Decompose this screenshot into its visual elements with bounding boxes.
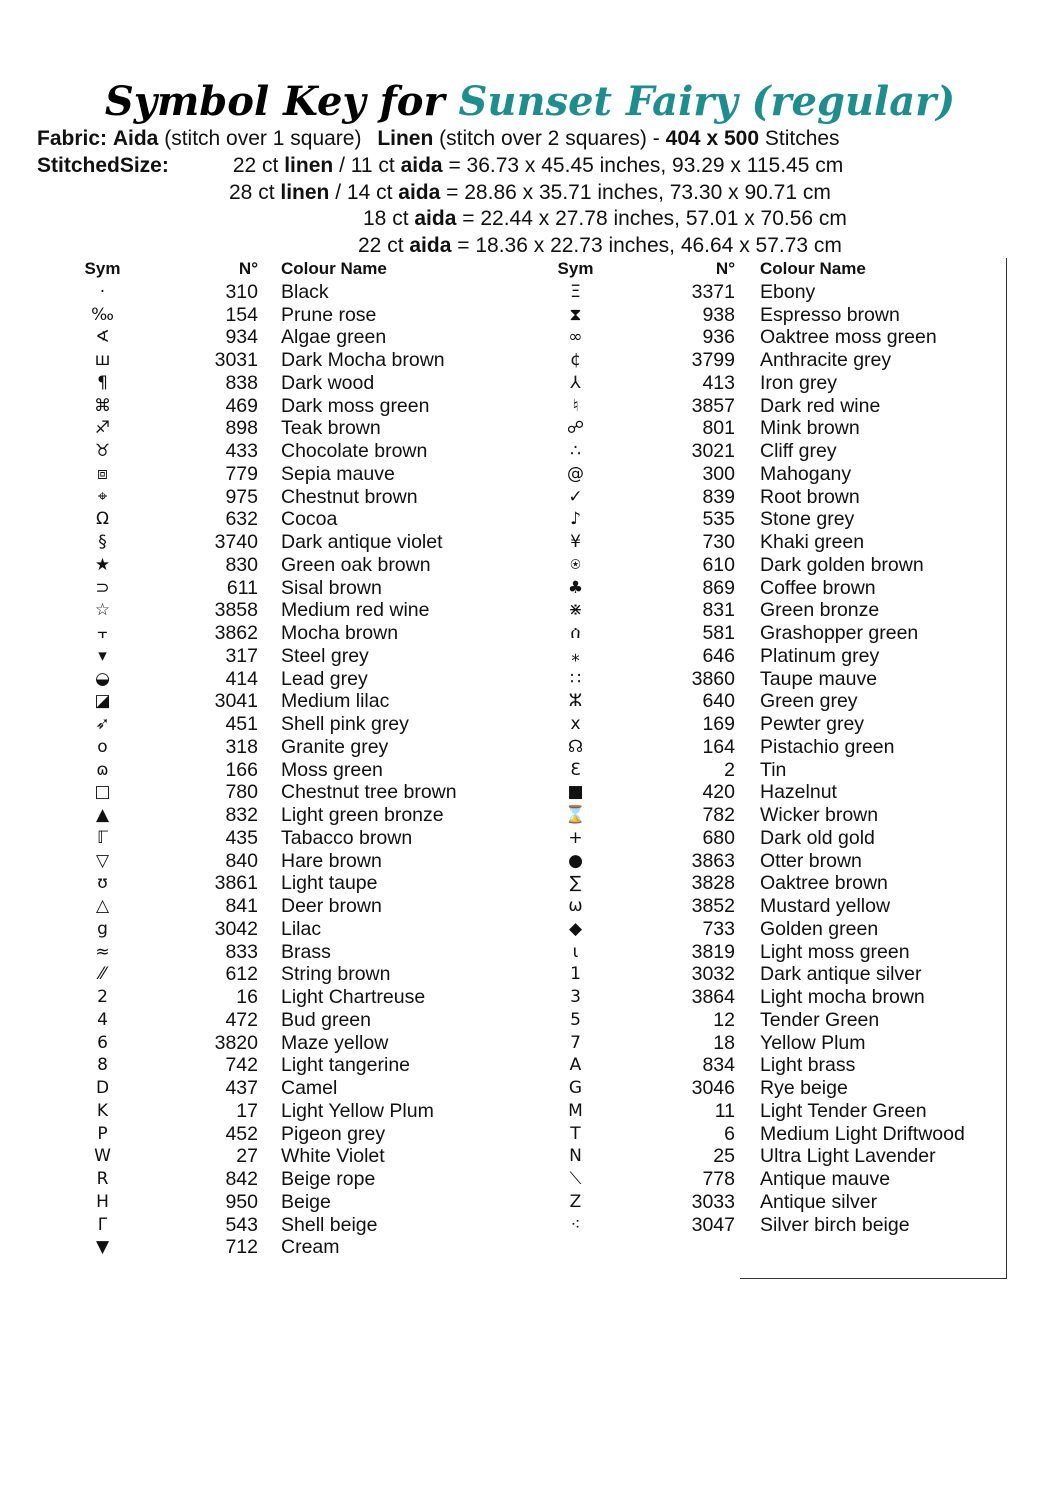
symbol-glyph: T <box>570 1123 581 1144</box>
colour-name: Shell pink grey <box>281 713 409 735</box>
symbol-glyph: ሰ <box>570 623 581 643</box>
colour-name: Antique mauve <box>760 1168 891 1190</box>
colour-number: 640 <box>702 690 735 713</box>
symbol-glyph: ɩ <box>572 941 579 962</box>
symbol-glyph: · <box>99 281 106 302</box>
colour-number: 3032 <box>691 963 735 986</box>
colour-number: 834 <box>702 1054 735 1077</box>
colour-name: Light mocha brown <box>760 986 925 1008</box>
size-fabric-aida: aida <box>398 181 441 204</box>
colour-name: Anthracite grey <box>760 349 892 371</box>
colour-name: Tabacco brown <box>281 826 413 849</box>
colour-name: Medium Light Driftwood <box>760 1122 965 1145</box>
symbol-glyph: ʊ <box>97 873 108 894</box>
colour-number: 16 <box>236 986 258 1008</box>
symbol-glyph: Ɛ <box>570 759 581 780</box>
colour-name: Brass <box>281 940 331 963</box>
colour-number: 451 <box>225 713 258 735</box>
colour-number: 6 <box>724 1122 735 1145</box>
colour-number: 3862 <box>214 622 258 644</box>
colour-number: 838 <box>225 371 258 394</box>
colour-number: 3042 <box>214 917 258 940</box>
colour-number: 11 <box>714 1099 735 1122</box>
symbol-glyph: ♣ <box>567 577 584 598</box>
colour-number: 646 <box>702 644 735 667</box>
colour-name: Light Yellow Plum <box>281 1099 434 1122</box>
symbol-glyph: D <box>95 1078 110 1098</box>
colour-number: 782 <box>702 804 735 826</box>
colour-name: Coffee brown <box>760 576 876 599</box>
size-dimensions: = 18.36 x 22.73 inches, 46.64 x 57.73 cm <box>457 234 842 257</box>
size-count-2: / 11 ct <box>339 154 395 177</box>
colour-name: Grashopper green <box>760 622 919 644</box>
symbol-glyph: ⋇ <box>568 600 583 621</box>
symbol-glyph: ♮ <box>572 395 579 416</box>
colour-number: 3857 <box>691 394 735 417</box>
symbol-glyph: 4 <box>97 1009 108 1030</box>
colour-number: 936 <box>702 326 735 349</box>
colour-name: Dark red wine <box>760 394 881 417</box>
colour-name: Light green bronze <box>281 804 444 826</box>
symbol-glyph: ☊ <box>567 736 584 757</box>
symbol-glyph: Z <box>569 1191 582 1212</box>
colour-number: 938 <box>702 303 735 326</box>
size-fabric-aida: aida <box>414 207 457 230</box>
colour-number: 27 <box>236 1145 258 1168</box>
symbol-glyph: ◪ <box>94 691 111 712</box>
colour-number: 898 <box>225 417 258 440</box>
header-colour-name: Colour Name <box>760 259 866 278</box>
fabric-linen: Linen <box>377 127 434 150</box>
colour-number: 3863 <box>691 849 735 872</box>
symbol-glyph: ♐ <box>94 418 111 439</box>
colour-number: 581 <box>702 622 735 644</box>
header-sym: Sym <box>84 259 121 278</box>
colour-name: Dark golden brown <box>760 553 924 576</box>
symbol-glyph: ω <box>568 896 583 916</box>
colour-number: 435 <box>225 826 258 849</box>
colour-number: 841 <box>225 895 258 917</box>
size-fabric-aida: aida <box>400 154 443 177</box>
symbol-glyph: ∑ <box>569 873 582 894</box>
colour-number: 3799 <box>691 349 735 371</box>
symbol-glyph: ¢ <box>570 350 581 370</box>
colour-name: Medium lilac <box>281 690 390 713</box>
title-prefix: Symbol Key for <box>104 78 445 125</box>
stitched-size-label: StitchedSize: <box>37 154 169 177</box>
colour-number: 317 <box>225 644 258 667</box>
colour-number: 413 <box>702 371 735 394</box>
symbol-glyph: ● <box>568 850 583 871</box>
symbol-glyph: ≈ <box>95 941 110 962</box>
colour-number: 712 <box>225 1236 258 1259</box>
colour-name: Silver birch beige <box>760 1213 910 1236</box>
symbol-glyph: ⧈ <box>97 463 108 484</box>
colour-name: Dark antique violet <box>281 531 443 553</box>
colour-number: 18 <box>713 1031 735 1054</box>
colour-name: Rye beige <box>760 1077 848 1099</box>
colour-name: Light brass <box>760 1054 856 1077</box>
symbol-glyph: @ <box>567 463 584 484</box>
colour-name: Iron grey <box>760 371 837 394</box>
colour-number: 17 <box>236 1099 258 1122</box>
symbol-glyph: ♪ <box>570 509 581 530</box>
symbol-glyph: W <box>94 1146 111 1167</box>
colour-number: 310 <box>225 280 258 303</box>
symbol-glyph: □ <box>94 782 111 803</box>
symbol-glyph: R <box>96 1169 109 1189</box>
colour-name: Yellow Plum <box>760 1031 866 1054</box>
colour-number: 611 <box>226 576 258 599</box>
symbol-glyph: ш <box>94 350 111 370</box>
colour-name: Wicker brown <box>760 804 879 826</box>
colour-number: 543 <box>225 1213 258 1236</box>
size-dimensions: = 22.44 x 27.78 inches, 57.01 x 70.56 cm <box>462 207 847 230</box>
size-count: 22 ct <box>358 234 404 257</box>
colour-name: Dark Mocha brown <box>281 349 445 371</box>
symbol-glyph: 7 <box>570 1032 581 1053</box>
symbol-glyph: ⌛ <box>564 805 587 825</box>
symbol-glyph: ɷ <box>96 759 109 780</box>
colour-name: Light Tender Green <box>760 1099 927 1122</box>
size-fabric-aida: aida <box>409 234 452 257</box>
symbol-glyph: ⫟ <box>97 623 108 643</box>
size-line-3 <box>363 206 847 232</box>
size-fabric-linen: linen <box>280 181 330 204</box>
colour-number: 3031 <box>214 349 258 371</box>
colour-name: Dark old gold <box>760 826 875 849</box>
colour-name: Otter brown <box>760 849 862 872</box>
colour-number: 3033 <box>691 1190 735 1213</box>
symbol-glyph: ⌖ <box>97 486 108 507</box>
fabric-line <box>37 126 840 152</box>
symbol-glyph: g <box>97 918 108 939</box>
symbol-glyph: Ω <box>96 509 109 530</box>
colour-number: 742 <box>225 1054 258 1077</box>
fabric-aida-note: (stitch over 1 square) <box>164 127 362 150</box>
colour-number: 169 <box>702 713 735 735</box>
colour-number: 3021 <box>691 440 735 462</box>
header-num: N° <box>715 259 735 278</box>
symbol-glyph: ☍ <box>566 418 585 439</box>
colour-number: 3740 <box>214 531 258 553</box>
symbol-glyph: ♉ <box>94 441 111 461</box>
symbol-glyph: Ξ <box>570 281 581 302</box>
colour-number: 3860 <box>691 667 735 690</box>
page-title <box>0 74 1060 130</box>
colour-name: Ebony <box>760 280 816 303</box>
symbol-glyph: ‰ <box>91 304 114 325</box>
symbol-glyph: ★ <box>94 554 111 575</box>
colour-name: Pistachio green <box>760 735 895 758</box>
colour-name: Mocha brown <box>281 622 399 644</box>
symbol-glyph: ⁎ <box>571 645 580 666</box>
colour-name: Hare brown <box>281 849 382 872</box>
colour-name: Cream <box>281 1236 340 1259</box>
colour-name: Antique silver <box>760 1190 878 1213</box>
colour-number: 830 <box>225 553 258 576</box>
size-line-1 <box>37 153 1037 179</box>
colour-number: 433 <box>225 440 258 462</box>
colour-number: 469 <box>225 394 258 417</box>
colour-name: Sisal brown <box>281 576 382 599</box>
colour-number: 420 <box>702 781 735 804</box>
symbol-glyph: 3 <box>570 987 581 1007</box>
symbol-glyph: Γ <box>97 1214 108 1235</box>
colour-name: Oaktree moss green <box>760 326 937 349</box>
colour-number: 975 <box>225 485 258 508</box>
colour-number: 934 <box>225 326 258 349</box>
symbol-glyph: ⵣ <box>568 691 583 712</box>
colour-name: Taupe mauve <box>760 667 878 690</box>
colour-number: 778 <box>702 1168 735 1190</box>
colour-number: 2 <box>724 758 735 781</box>
symbol-glyph: ⁖ <box>570 1214 581 1235</box>
colour-number: 3861 <box>214 872 258 895</box>
colour-name: Chestnut brown <box>281 485 418 508</box>
colour-name: Platinum grey <box>760 644 880 667</box>
colour-number: 154 <box>225 303 258 326</box>
symbol-glyph: ➶ <box>95 714 110 734</box>
colour-name: Oaktree brown <box>760 872 888 895</box>
symbol-glyph: ⊃ <box>95 577 110 598</box>
colour-number: 3864 <box>691 986 735 1008</box>
colour-name: Lilac <box>281 917 322 940</box>
colour-name: Dark antique silver <box>760 963 922 986</box>
symbol-glyph: ⟍ <box>569 1169 582 1189</box>
size-count-2: / 14 ct <box>335 181 393 204</box>
symbol-glyph: 6 <box>97 1032 108 1053</box>
colour-name: Green oak brown <box>281 553 431 576</box>
colour-number: 3819 <box>691 940 735 963</box>
colour-number: 733 <box>702 917 735 940</box>
symbol-glyph: A <box>569 1055 582 1076</box>
symbol-glyph: ∞ <box>568 327 583 348</box>
symbol-glyph: ▲ <box>95 805 110 825</box>
colour-name: Mustard yellow <box>760 895 891 917</box>
symbol-glyph: ▽ <box>95 850 110 871</box>
colour-number: 300 <box>702 462 735 485</box>
colour-name: Green bronze <box>760 599 880 622</box>
colour-number: 452 <box>225 1122 258 1145</box>
colour-number: 3852 <box>691 895 735 917</box>
colour-number: 3828 <box>691 872 735 895</box>
symbol-glyph: ¥ <box>570 532 581 552</box>
colour-number: 3046 <box>691 1077 735 1099</box>
colour-number: 869 <box>702 576 735 599</box>
colour-name: Deer brown <box>281 895 382 917</box>
symbol-glyph: x <box>570 714 581 734</box>
colour-name: Chocolate brown <box>281 440 428 462</box>
colour-number: 3371 <box>691 280 735 303</box>
colour-number: 950 <box>225 1190 258 1213</box>
symbol-glyph: ⍟ <box>570 554 581 575</box>
symbol-glyph: o <box>97 736 108 757</box>
colour-name: Beige rope <box>281 1168 376 1190</box>
colour-number: 632 <box>225 508 258 531</box>
colour-name: Shell beige <box>281 1213 378 1236</box>
colour-number: 833 <box>225 940 258 963</box>
size-count: 22 ct <box>232 154 279 177</box>
colour-number: 318 <box>225 735 258 758</box>
colour-name: Cocoa <box>281 508 338 531</box>
colour-name: Prune rose <box>281 303 377 326</box>
right-border-line <box>1006 258 1007 1278</box>
symbol-glyph: M <box>568 1100 583 1121</box>
symbol-glyph: ⅄ <box>570 372 581 393</box>
symbol-glyph: △ <box>95 896 110 916</box>
symbol-glyph: ▼ <box>95 1237 110 1258</box>
colour-number: 801 <box>702 417 735 440</box>
colour-number: 840 <box>225 849 258 872</box>
colour-name: Mahogany <box>760 462 852 485</box>
symbol-glyph: ☆ <box>94 600 111 621</box>
colour-name: Tender Green <box>760 1008 880 1031</box>
colour-number: 610 <box>702 553 735 576</box>
size-fabric-linen: linen <box>284 154 334 177</box>
colour-name: Khaki green <box>760 531 865 553</box>
stitch-count-word: Stitches <box>764 127 840 150</box>
size-dimensions: = 28.86 x 35.71 inches, 73.30 x 90.71 cm <box>446 181 831 204</box>
colour-name: Medium red wine <box>281 599 430 622</box>
colour-name: Light taupe <box>281 872 378 895</box>
symbol-glyph: G <box>568 1078 583 1098</box>
colour-number: 414 <box>225 667 258 690</box>
symbol-glyph: ⁄⁄ <box>99 964 106 985</box>
symbol-glyph: K <box>96 1100 109 1121</box>
colour-name: Mink brown <box>760 417 860 440</box>
colour-name: Teak brown <box>281 417 381 440</box>
colour-name: Espresso brown <box>760 303 900 326</box>
colour-name: Sepia mauve <box>281 462 395 485</box>
size-line-4 <box>358 233 842 259</box>
colour-name: Green grey <box>760 690 858 713</box>
symbol-glyph: ∢ <box>95 327 110 348</box>
colour-number: 680 <box>702 826 735 849</box>
symbol-glyph: H <box>96 1191 109 1212</box>
symbol-glyph: ◒ <box>95 668 110 689</box>
colour-name: Dark wood <box>281 371 375 394</box>
fabric-aida: Aida <box>112 127 159 150</box>
colour-name: White Violet <box>281 1145 385 1168</box>
colour-name: Tin <box>760 758 787 781</box>
colour-number: 472 <box>225 1008 258 1031</box>
symbol-glyph: P <box>97 1123 108 1144</box>
symbol-glyph: ¶ <box>97 372 108 393</box>
colour-name: Light tangerine <box>281 1054 411 1077</box>
header-colour-name: Colour Name <box>281 259 387 278</box>
colour-name: Golden green <box>760 917 879 940</box>
header-num: N° <box>238 259 258 278</box>
fabric-label: Fabric: <box>37 127 108 150</box>
bottom-border-line <box>740 1278 1007 1279</box>
colour-number: 779 <box>225 462 258 485</box>
colour-number: 832 <box>225 804 258 826</box>
colour-number: 842 <box>225 1168 258 1190</box>
size-line-2 <box>229 180 831 206</box>
colour-number: 612 <box>225 963 258 986</box>
size-count: 28 ct <box>229 181 275 204</box>
symbol-glyph: ⧗ <box>569 304 582 325</box>
colour-name: Cliff grey <box>760 440 837 462</box>
colour-number: 12 <box>713 1008 735 1031</box>
colour-name: Pigeon grey <box>281 1122 386 1145</box>
colour-name: Camel <box>281 1077 338 1099</box>
colour-number: 839 <box>702 485 735 508</box>
symbol-glyph: ▾ <box>98 645 107 666</box>
colour-name: Algae green <box>281 326 387 349</box>
symbol-glyph: ✓ <box>568 486 583 507</box>
symbol-glyph: ∴ <box>570 441 581 461</box>
colour-name: Black <box>281 280 329 303</box>
symbol-glyph: ⌘ <box>94 395 111 416</box>
colour-name: Light moss green <box>760 940 910 963</box>
colour-name: String brown <box>281 963 391 986</box>
colour-number: 831 <box>702 599 735 622</box>
colour-number: 730 <box>702 531 735 553</box>
colour-number: 3820 <box>214 1031 258 1054</box>
symbol-glyph: ∷ <box>570 668 581 689</box>
symbol-glyph: 2 <box>97 987 108 1007</box>
colour-number: 3047 <box>691 1213 735 1236</box>
symbol-glyph: ■ <box>567 782 584 803</box>
colour-name: Lead grey <box>281 667 368 690</box>
colour-number: 437 <box>225 1077 258 1099</box>
colour-name: Light Chartreuse <box>281 986 426 1008</box>
colour-name: Maze yellow <box>281 1031 389 1054</box>
colour-name: Root brown <box>760 485 860 508</box>
colour-number: 3041 <box>214 690 258 713</box>
fabric-linen-note: (stitch over 2 squares) - <box>439 127 660 150</box>
colour-name: Granite grey <box>281 735 389 758</box>
symbol-glyph: ◆ <box>568 918 583 939</box>
colour-name: Moss green <box>281 758 383 781</box>
colour-name: Dark moss green <box>281 394 430 417</box>
colour-number: 166 <box>225 758 258 781</box>
colour-number: 780 <box>225 781 258 804</box>
colour-name: Bud green <box>281 1008 371 1031</box>
symbol-glyph: ℾ <box>96 827 109 848</box>
colour-number: 535 <box>702 508 735 531</box>
colour-name: Pewter grey <box>760 713 865 735</box>
symbol-glyph: 5 <box>570 1009 581 1030</box>
symbol-glyph: 1 <box>570 964 581 985</box>
colour-name: Chestnut tree brown <box>281 781 457 804</box>
colour-number: 25 <box>713 1145 735 1168</box>
colour-name: Steel grey <box>281 644 369 667</box>
colour-number: 164 <box>702 735 735 758</box>
symbol-glyph: 8 <box>97 1055 108 1076</box>
symbol-glyph: N <box>569 1146 582 1167</box>
symbol-glyph: + <box>568 827 583 848</box>
colour-name: Beige <box>281 1190 331 1213</box>
colour-name: Stone grey <box>760 508 855 531</box>
colour-name: Hazelnut <box>760 781 837 804</box>
colour-number: 3858 <box>214 599 258 622</box>
symbol-glyph: § <box>98 532 107 552</box>
size-count: 18 ct <box>363 207 409 230</box>
colour-name: Ultra Light Lavender <box>760 1145 936 1168</box>
stitch-count: 404 x 500 <box>665 127 760 150</box>
header-sym: Sym <box>557 259 594 278</box>
size-dimensions: = 36.73 x 45.45 inches, 93.29 x 115.45 cm <box>448 154 844 177</box>
pattern-name: Sunset Fairy (regular) <box>458 78 956 125</box>
